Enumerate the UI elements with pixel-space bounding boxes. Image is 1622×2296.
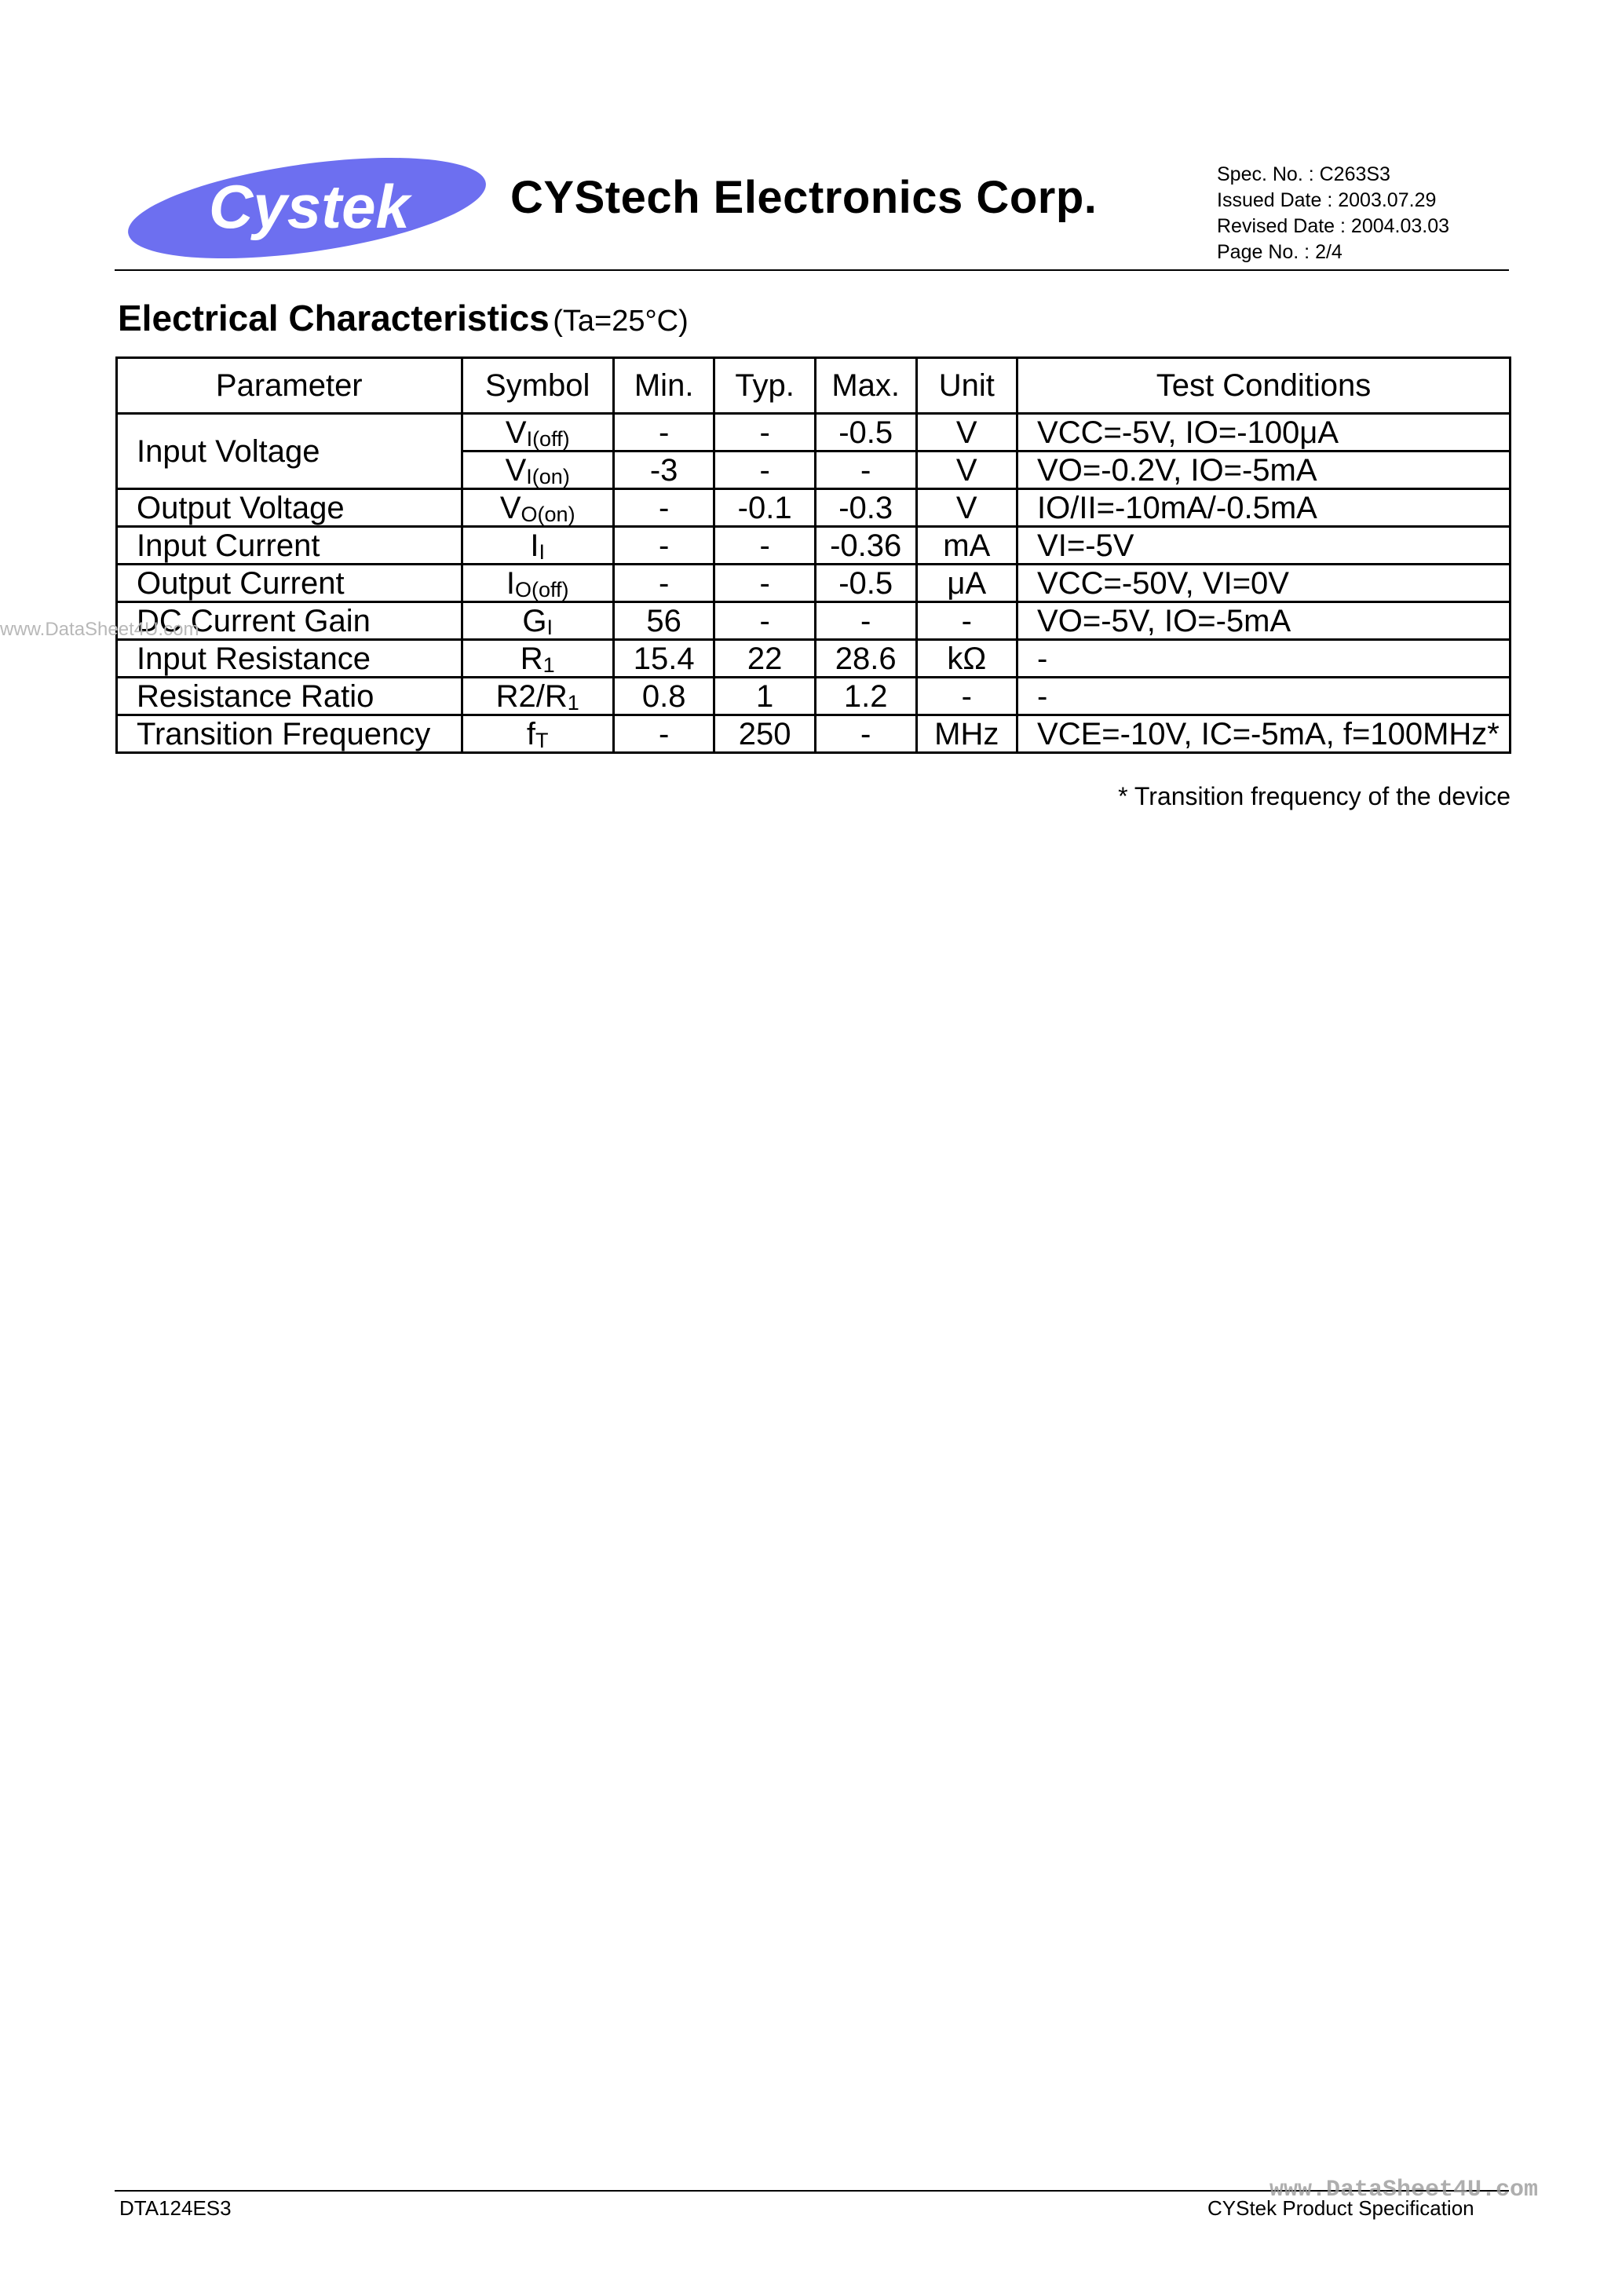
symbol-main: R — [520, 641, 543, 676]
min-cell: 15.4 — [613, 640, 714, 678]
document-meta — [1217, 162, 1449, 265]
table-row — [117, 678, 1511, 715]
parameter-cell: Input Resistance — [117, 640, 462, 678]
unit-cell: MHz — [916, 715, 1017, 753]
symbol-cell — [462, 489, 613, 527]
symbol-subscript: O(off) — [515, 577, 569, 601]
max-cell: - — [815, 452, 916, 489]
conditions-cell: VI=-5V — [1017, 527, 1511, 565]
watermark-right: www.DataSheet4U.com — [1269, 2177, 1539, 2203]
unit-cell: V — [916, 452, 1017, 489]
column-header: Typ. — [714, 358, 815, 414]
revised-date: Revised Date : 2004.03.03 — [1217, 215, 1450, 237]
max-cell: 28.6 — [815, 640, 916, 678]
column-header: Max. — [815, 358, 916, 414]
symbol-main: V — [505, 415, 527, 450]
min-cell: - — [613, 414, 714, 452]
unit-cell: V — [916, 489, 1017, 527]
page-number: Page No. : 2/4 — [1217, 241, 1343, 263]
conditions-cell: VCC=-5V, IO=-100μA — [1017, 414, 1511, 452]
parameter-cell: Resistance Ratio — [117, 678, 462, 715]
parameter-cell: Output Voltage — [117, 489, 462, 527]
min-cell: -3 — [613, 452, 714, 489]
symbol-cell — [462, 414, 613, 452]
symbol-main: V — [505, 452, 527, 488]
typ-cell: 1 — [714, 678, 815, 715]
conditions-cell: VCE=-10V, IC=-5mA, f=100MHz* — [1017, 715, 1511, 753]
symbol-subscript: 1 — [542, 653, 555, 677]
symbol-cell — [462, 678, 613, 715]
max-cell: -0.5 — [815, 565, 916, 602]
header-divider — [115, 269, 1509, 271]
section-title — [118, 297, 689, 339]
parameter-cell: DC Current Gain — [117, 602, 462, 640]
typ-cell: -0.1 — [714, 489, 815, 527]
unit-cell: - — [916, 678, 1017, 715]
symbol-cell — [462, 452, 613, 489]
section-title-condition: (Ta=25°C) — [553, 305, 689, 338]
symbol-cell — [462, 640, 613, 678]
symbol-main: V — [499, 490, 521, 525]
table-row — [117, 414, 1511, 452]
symbol-cell — [462, 527, 613, 565]
max-cell: - — [815, 602, 916, 640]
symbol-subscript: I(off) — [526, 426, 570, 451]
unit-cell: V — [916, 414, 1017, 452]
logo-text: Cystek — [209, 172, 410, 241]
max-cell: -0.3 — [815, 489, 916, 527]
typ-cell: 22 — [714, 640, 815, 678]
typ-cell: - — [714, 565, 815, 602]
symbol-main: R2/R — [495, 678, 568, 714]
company-name: CYStech Electronics Corp. — [510, 172, 1098, 223]
symbol-subscript: O(on) — [521, 502, 575, 526]
min-cell: - — [613, 489, 714, 527]
symbol-cell — [462, 715, 613, 753]
unit-cell: mA — [916, 527, 1017, 565]
typ-cell: - — [714, 602, 815, 640]
symbol-subscript: I — [546, 615, 553, 639]
max-cell: -0.36 — [815, 527, 916, 565]
conditions-cell: VO=-0.2V, IO=-5mA — [1017, 452, 1511, 489]
unit-cell: μA — [916, 565, 1017, 602]
table-row — [117, 565, 1511, 602]
max-cell: - — [815, 715, 916, 753]
symbol-cell — [462, 602, 613, 640]
min-cell: 0.8 — [613, 678, 714, 715]
conditions-cell: IO/II=-10mA/-0.5mA — [1017, 489, 1511, 527]
unit-cell: kΩ — [916, 640, 1017, 678]
spec-number: Spec. No. : C263S3 — [1217, 163, 1390, 185]
typ-cell: - — [714, 452, 815, 489]
column-header: Test Conditions — [1017, 358, 1511, 414]
company-logo — [124, 157, 490, 259]
table-row — [117, 715, 1511, 753]
conditions-cell: - — [1017, 640, 1511, 678]
symbol-subscript: I — [539, 539, 546, 564]
issued-date: Issued Date : 2003.07.29 — [1217, 189, 1437, 211]
footer-part-number: DTA124ES3 — [119, 2196, 232, 2220]
watermark-left: www.DataSheet4U.com — [0, 619, 199, 640]
parameter-cell: Input Voltage — [117, 414, 462, 489]
symbol-cell — [462, 565, 613, 602]
max-cell: -0.5 — [815, 414, 916, 452]
symbol-subscript: T — [535, 728, 549, 752]
column-header: Symbol — [462, 358, 613, 414]
typ-cell: 250 — [714, 715, 815, 753]
column-header: Unit — [916, 358, 1017, 414]
electrical-characteristics-table — [115, 356, 1511, 754]
parameter-cell: Transition Frequency — [117, 715, 462, 753]
table-row — [117, 602, 1511, 640]
footer-spec-label: CYStek Product Specification — [1207, 2196, 1474, 2220]
symbol-main: f — [526, 716, 536, 751]
typ-cell: - — [714, 414, 815, 452]
column-header: Min. — [613, 358, 714, 414]
table-row — [117, 640, 1511, 678]
typ-cell: - — [714, 527, 815, 565]
symbol-main: I — [506, 565, 516, 601]
min-cell: - — [613, 565, 714, 602]
table-header-row — [117, 358, 1511, 414]
symbol-main: G — [522, 603, 547, 638]
symbol-subscript: I(on) — [526, 464, 570, 488]
parameter-cell: Output Current — [117, 565, 462, 602]
footnote: * Transition frequency of the device — [1118, 782, 1511, 810]
min-cell: 56 — [613, 602, 714, 640]
unit-cell: - — [916, 602, 1017, 640]
symbol-main: I — [530, 528, 539, 563]
min-cell: - — [613, 527, 714, 565]
section-title-text: Electrical Characteristics — [118, 298, 550, 338]
table-row — [117, 527, 1511, 565]
column-header: Parameter — [117, 358, 462, 414]
conditions-cell: VCC=-50V, VI=0V — [1017, 565, 1511, 602]
table-row — [117, 489, 1511, 527]
parameter-cell: Input Current — [117, 527, 462, 565]
min-cell: - — [613, 715, 714, 753]
conditions-cell: VO=-5V, IO=-5mA — [1017, 602, 1511, 640]
symbol-subscript: 1 — [567, 690, 579, 715]
conditions-cell: - — [1017, 678, 1511, 715]
max-cell: 1.2 — [815, 678, 916, 715]
